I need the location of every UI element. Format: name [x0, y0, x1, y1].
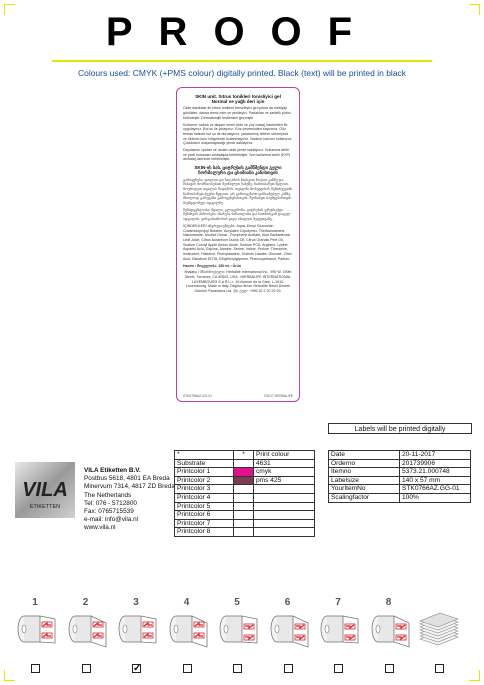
table-cell: pms 425: [254, 476, 315, 485]
labels-digital-note: Labels will be printed digitally: [328, 423, 472, 434]
roll-checkbox-4[interactable]: [183, 664, 192, 673]
label-paragraph: Kullanım: sabah ve akşam nemli cilde ve yüz masaj hareketleri ile uygulayınız. Bol su ile yıkayınız. Göz çevresinden kaçınınız. Göz temas halinde bol su ile durulayınız, yaralanmış ciltlere sürmeyiniz ve cildinizi kuru bölgelerde kullanmayınız. Sadece haricen kullanınız. Çocukların ulaşamayacağı yerde saklayınız.: [183, 122, 293, 146]
roll-checkbox-3[interactable]: ✓: [133, 663, 142, 674]
company-phone: Tel: 076 - 5712800: [84, 499, 137, 507]
table-cell: Scalingfactor: [329, 493, 400, 502]
roll-option-8: [366, 596, 412, 654]
vila-logo: [15, 462, 75, 518]
table-cell: 140 x 57 mm: [400, 476, 471, 485]
roll-diagram-icon: [113, 609, 159, 651]
table-cell: Print colour: [254, 451, 315, 460]
label-footer-code: STK0766AZ-GG-01: [183, 394, 212, 398]
roll-diagram-icon: [12, 609, 58, 651]
company-name: VILA Etiketten B.V.: [84, 467, 141, 474]
roll-number: 8: [385, 597, 392, 608]
table-cell: Labelsize: [329, 476, 400, 485]
table-row: [175, 459, 315, 468]
table-row: [329, 476, 471, 485]
table-cell: Printcolor 6: [175, 511, 234, 520]
roll-number: 7: [335, 597, 341, 608]
roll-number: 4: [183, 597, 190, 608]
company-website[interactable]: www.vila.nl: [84, 524, 116, 532]
label-net-volume: Hacim ▪ მოცულობა: 150 ml ▪ Ürün: [183, 263, 242, 268]
colour-swatch: [234, 485, 254, 494]
roll-diagram-icon: [265, 609, 311, 651]
roll-checkbox-2[interactable]: [82, 664, 91, 673]
roll-number: 6: [284, 597, 291, 608]
table-row: [175, 476, 315, 485]
crop-mark-bottom-left: [4, 670, 15, 681]
roll-number: 2: [82, 597, 89, 608]
label-artwork: [176, 87, 300, 402]
table-cell: *: [175, 451, 234, 460]
colour-swatch: [234, 502, 254, 511]
roll-number: 3: [133, 597, 139, 608]
colours-note: Colours used: CMYK (+PMS colour) digitally printed. Black (text) will be printed in black: [77, 68, 407, 78]
colour-swatch: [234, 528, 254, 537]
roll-checkbox-1[interactable]: [31, 664, 40, 673]
colour-swatch: [234, 468, 254, 477]
table-cell: Substrate: [175, 459, 234, 468]
roll-option-fanfold: [416, 596, 462, 654]
colour-swatch: [234, 493, 254, 502]
company-address: [84, 467, 175, 533]
label-heading-line-4: ნორმალური და ცხიმიანი კანისთვის: [198, 170, 278, 176]
colour-swatch: [234, 476, 254, 485]
company-fax: Fax: 0765715539: [84, 508, 134, 516]
logo-subtext: ETIKETTEN: [29, 504, 61, 510]
roll-checkbox-6[interactable]: [284, 664, 293, 673]
company-email[interactable]: e-mail: info@vila.nl: [84, 516, 139, 524]
label-paragraph: Depolama: ışıktan ve ısıdan uzak yerde saklayınız. Kullanma tarihi ve parti numarası ambalajda belirtilmiştir. Son kullanma tarihi (EXP) ambalaj üzerinde belirtilmiştir.: [183, 148, 291, 162]
label-ingredients: İÇİNDEKİLER/ ინგრედიენტები: Aqua, Decyl Glucoside, Cocamidopropyl Betaine, Acrylates Copolymer, Triethanolamine, Niacinamide, Alcohol Denat., Tocopheryl Acetate, Aloe Barbadensis Leaf Juice, Citrus Aurantium Dulcis Oil, Citrus Grandis Peel Oil, Sodium Cocoyl Apple Amino Acids, Sodium PCA, Arginine, Lysine, Aspartic Acid, Glycine, Alanine, Serine, Valine, Proline, Threonine, Isoleucine, Histidine, Phenylalanine, Sodium Lactate, Glucose, Citric Acid, Disodium EDTA, Ethylhexylglycerin, Phenoxyethanol, Parfum.: [183, 223, 292, 261]
roll-number: 5: [234, 597, 240, 608]
table-row: [175, 493, 315, 502]
table-cell: 100%: [400, 493, 471, 502]
table-cell: 20-11-2017: [400, 451, 471, 460]
table-cell: Printcolor 3: [175, 485, 234, 494]
roll-diagram-icon: [63, 609, 109, 651]
order-details-table: [328, 450, 471, 503]
table-row: [175, 485, 315, 494]
label-paragraph: Cilde dakikalar ile sitrus tonikleri temizleyici gel yoksa da mekiyajı gözlükler, daima temiz mim ve yenileyici. Parlakları ve sadelik pürüz kötünleştir. Dermatolojik testlerden geçmiştir.: [183, 106, 291, 120]
table-cell: *: [234, 451, 254, 460]
table-row: [329, 485, 471, 494]
print-table-header: [175, 451, 315, 460]
table-row: [175, 528, 315, 537]
table-cell: [254, 502, 315, 511]
roll-checkbox-7[interactable]: [334, 664, 343, 673]
title-divider: [52, 60, 432, 62]
table-row: [175, 502, 315, 511]
table-cell: Printcolor 2: [175, 476, 234, 485]
table-cell: [254, 528, 315, 537]
colour-swatch: [234, 459, 254, 468]
roll-checkbox-fanfold[interactable]: [435, 664, 444, 673]
table-row: [175, 511, 315, 520]
table-cell: [254, 485, 315, 494]
print-colour-table: [174, 450, 315, 537]
label-footer: [183, 394, 293, 398]
table-cell: Itemno: [329, 468, 400, 477]
colour-swatch: [234, 519, 254, 528]
label-importer: İthalatçı / მწარმოებელი: Herbalife International Inc., 990 W. 190th Street, Torrance, CA 90502, USA. «HERBALIFE INTERNATIONAL LUXEMBOURG S.à R.L.», 16 Avenue de la Gare, L-1610, Luxembourg. Made in Italy. Dağıtıcı firma: Herbalife Besin Destek Ürünleri Pazarlama Ltd. Şti. ტელ: +995 32 2 20 29 29.: [184, 270, 292, 294]
roll-diagram-icon: [366, 609, 412, 651]
roll-option-2: [63, 596, 109, 654]
label-heading-ka: [183, 165, 293, 175]
table-cell: Printcolor 4: [175, 493, 234, 502]
label-heading-line-2: Normal ve yağlı deri için: [211, 99, 265, 105]
table-cell: Printcolor 8: [175, 528, 234, 537]
table-cell: 4631: [254, 459, 315, 468]
label-heading-line-1: SKIN unit. Sıtrus tonikleri tonisliyici gel: [195, 94, 281, 99]
roll-option-1: [12, 596, 58, 654]
table-row: [175, 519, 315, 528]
proof-title: PROOF: [105, 10, 379, 54]
table-row: [329, 493, 471, 502]
table-cell: Printcolor 5: [175, 502, 234, 511]
table-cell: Printcolor 7: [175, 519, 234, 528]
table-row: [175, 468, 315, 477]
table-cell: [254, 519, 315, 528]
roll-option-7: [315, 596, 361, 654]
roll-orientation-options: [12, 596, 472, 656]
label-heading-tr: [183, 94, 293, 104]
roll-option-6: [265, 596, 311, 654]
roll-option-4: [164, 596, 210, 654]
roll-diagram-icon: [315, 609, 361, 651]
colour-swatch: [234, 511, 254, 520]
roll-option-3: [113, 596, 159, 654]
crop-mark-bottom-right: [469, 670, 480, 681]
roll-number: [416, 596, 462, 609]
table-cell: cmyk: [254, 468, 315, 477]
logo-wordmark: VILA: [22, 479, 68, 501]
fanfold-stack-icon: [416, 609, 462, 651]
table-cell: YourItemNo: [329, 485, 400, 494]
company-po-box: Postbus 5618, 4801 EA Breda: [84, 475, 170, 483]
company-street: Minervum 7314, 4817 ZD Breda: [84, 483, 175, 491]
table-cell: 201739906: [400, 459, 471, 468]
label-footer-copyright: ©2017 HERBALIFE: [263, 394, 293, 398]
roll-diagram-icon: [214, 609, 260, 651]
table-row: [329, 459, 471, 468]
roll-checkbox-5[interactable]: [233, 664, 242, 673]
table-cell: STK0766AZ.GG-01: [400, 485, 471, 494]
label-heading-line-3: SKIN-ის სახ. ციტრუსის გამწმენდი გელი: [194, 165, 282, 171]
roll-checkbox-8[interactable]: [385, 664, 394, 673]
table-cell: 5373.21.000748: [400, 468, 471, 477]
roll-number: 1: [32, 597, 38, 608]
company-country: The Netherlands: [84, 491, 132, 499]
label-paragraph: გამოყენება: დილით და საღამოს წაისვით ნოტიო კანზე და მასაჟის მოძრაობებით შეიზილეთ სახეზე. ჩამოიბანეთ წყლით. მოერიდეთ თვალის მიდამოს. თვალში მოხვედრის შემთხვევაში ჩამოიბანეთ ბევრი წყლით. არ გამოიყენოთ დაზიანებულ კანზე. მხოლოდ გარეგანი გამოყენებისთვის. შეინახეთ ბავშვებისთვის მიუწვდომელ ადგილზე.: [183, 177, 293, 206]
table-cell: Printcolor 1: [175, 468, 234, 477]
roll-diagram-icon: [164, 609, 210, 651]
label-paragraph: შემადგენლობა: წყალი, გლიცერინი, ციტრუსის ექსტრაქტი. შენახვის პირობები: ინახება სინათლისა და სითბოსგან დაცულ ადგილას. ვარგისიანობის ვადა იხილეთ შეფუთვაზე.: [183, 207, 291, 222]
table-cell: [254, 493, 315, 502]
roll-option-5: [214, 596, 260, 654]
table-row: [329, 451, 471, 460]
table-cell: [254, 511, 315, 520]
table-row: [329, 468, 471, 477]
table-cell: Orderno: [329, 459, 400, 468]
table-cell: Date: [329, 451, 400, 460]
